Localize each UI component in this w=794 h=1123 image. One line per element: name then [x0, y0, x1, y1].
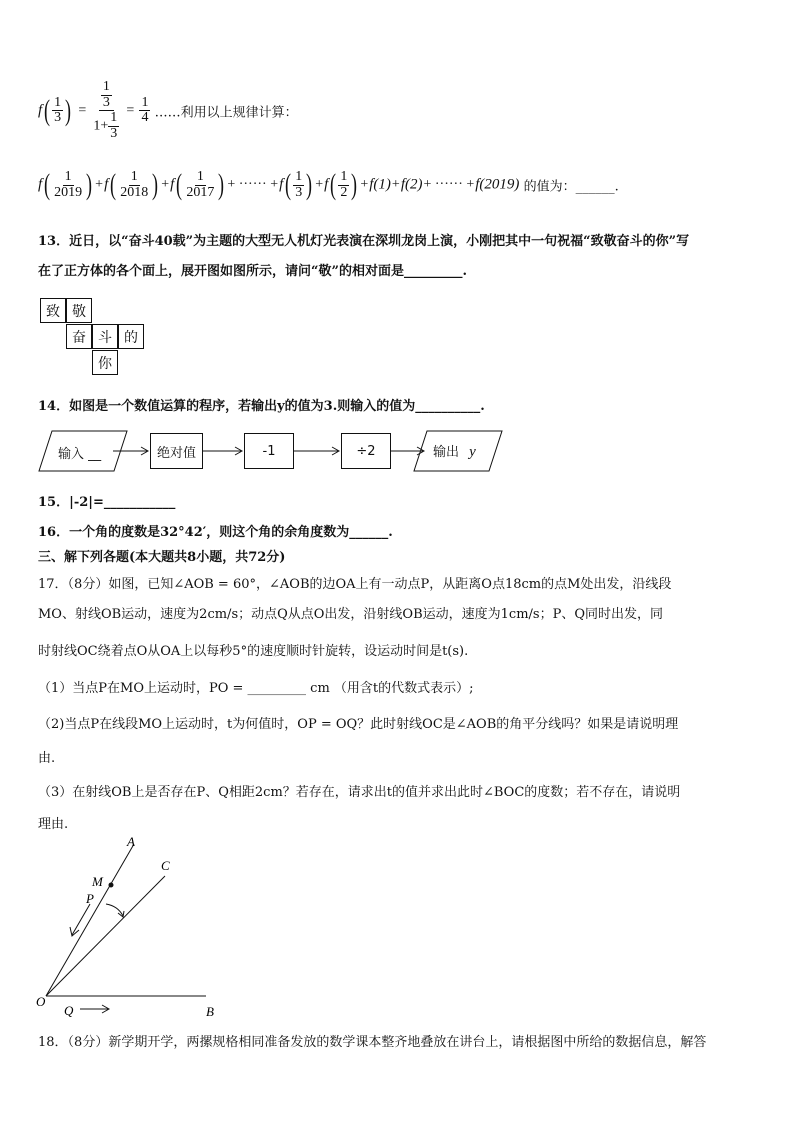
- q17-part3a: （3）在射线OB上是否存在P、Q相距2cm？若存在，请求出t的值并求出此时∠BOC的度数；若不存在，请说明: [38, 785, 681, 800]
- q18-line: 18．（8分）新学期开学，两摞规格相同准备发放的数学课本整齐地叠放在讲台上，请根据图中所给的数据信息，解答: [38, 1035, 707, 1050]
- q17-part3b: 理由.: [38, 817, 69, 832]
- function-f: f: [38, 102, 43, 119]
- q17-line2: MO、射线OB运动，速度为2cm/s；动点Q从点O出发，沿射线OB运动，速度为1cm/s；P、Q同时出发，同: [38, 607, 663, 622]
- fraction-1-3: $\frac{1}{3}$: [295, 168, 303, 200]
- q13-line2: 在了正方体的各个面上，展开图如图所示，请问“敬”的相对面是_________.: [38, 264, 467, 279]
- label-b: B: [206, 1004, 214, 1019]
- arrow-2: [203, 445, 245, 457]
- output-var: y: [469, 444, 476, 460]
- formula-top-tail: ……利用以上规律计算：: [154, 105, 298, 121]
- term-f2019: f(2019): [475, 176, 520, 193]
- input-label: 输入 __: [58, 447, 102, 462]
- section-heading: 三、解下列各题(本大题共8小题，共72分): [38, 550, 286, 565]
- q17-part2a: （2)当点P在线段MO上运动时，t为何值时，OP = OQ？此时射线OC是∠AOB的角平分线吗？如果是请说明理: [38, 717, 679, 732]
- term-f1: f(1): [369, 176, 391, 193]
- formula-top: f( $\frac{1}{3}$ ) = $\frac{1}{3}$ 1+ $\frac{1}{3}$ = $\frac{1}{4}$ ……利用以上规律计算：: [38, 79, 298, 142]
- label-m: M: [92, 874, 103, 889]
- compound-fraction: $\frac{1}{3}$ 1+ $\frac{1}{3}$: [93, 79, 118, 142]
- arrow-1: [113, 445, 151, 457]
- fraction-1-2018: $\frac{1}{2018}$: [120, 168, 149, 200]
- fraction-one-third: $\frac{1}{3}$: [54, 94, 62, 126]
- q15-line: 15．|-2|=___________: [38, 495, 176, 510]
- label-q: Q: [64, 1003, 74, 1018]
- arrow-p: [72, 904, 90, 935]
- fraction-1-2: $\frac{1}{2}$: [340, 168, 348, 200]
- net-cell-dou: 斗: [92, 324, 118, 349]
- net-cell-ni: 你: [92, 350, 118, 375]
- angle-figure: [30, 830, 240, 1020]
- net-cell-fen: 奋: [66, 324, 92, 349]
- q16-line: 16．一个角的度数是32°42′，则这个角的余角度数为______.: [38, 525, 393, 540]
- box-minus-one: -1: [244, 433, 294, 469]
- label-o: O: [36, 994, 46, 1009]
- label-p: P: [86, 891, 94, 906]
- label-a: A: [127, 834, 135, 849]
- output-label: 输出 y: [433, 444, 476, 460]
- rotation-arrow: [106, 904, 123, 916]
- fraction-1-2017: $\frac{1}{2017}$: [186, 168, 215, 200]
- net-cell-zhi: 致: [40, 298, 66, 323]
- q17-line3: 时射线OC绕着点O从OA上以每秒5°的速度顺时针旋转，设运动时间是t(s).: [38, 644, 469, 659]
- q14-line: 14．如图是一个数值运算的程序，若输出y的值为3.则输入的值为__________.: [38, 399, 485, 414]
- box-divide-two: ÷2: [341, 433, 391, 469]
- point-m: [109, 883, 114, 888]
- q17-part2b: 由.: [38, 751, 56, 766]
- formula-sum-tail: 的值为：______.: [523, 179, 619, 195]
- formula-sum: f( $\frac{1}{2019}$ ) +f( $\frac{1}{2018}$ ) +f( $\frac{1}{2017}$ ) + ······ +f( $\frac{1}{3}$ ) +f( $\frac{1}{2}$ ) +f(1)+f(2)+ ······ +f(2019) 的值为：______.: [38, 168, 619, 201]
- q13-line1: 13．近日，以“奋斗40载”为主题的大型无人机灯光表演在深圳龙岗上演，小刚把其中一句祝福“致敬奋斗的你”写: [38, 234, 690, 249]
- box-abs: 绝对值: [150, 433, 203, 469]
- net-cell-de: 的: [118, 324, 144, 349]
- fraction-1-2019: $\frac{1}{2019}$: [54, 168, 83, 200]
- net-cell-jing: 敬: [66, 298, 92, 323]
- q17-part1: （1）当点P在MO上运动时，PO = _________ cm （用含t的代数式表示）;: [38, 681, 474, 696]
- fraction-one-fourth: $\frac{1}{4}$: [141, 94, 149, 126]
- arrow-3: [294, 445, 342, 457]
- term-f2: f(2): [400, 176, 423, 193]
- q17-line1: 17．（8分）如图，已知∠AOB = 60°，∠AOB的边OA上有一动点P，从距离O点18cm的点M处出发，沿线段: [38, 577, 672, 592]
- label-c: C: [161, 858, 170, 873]
